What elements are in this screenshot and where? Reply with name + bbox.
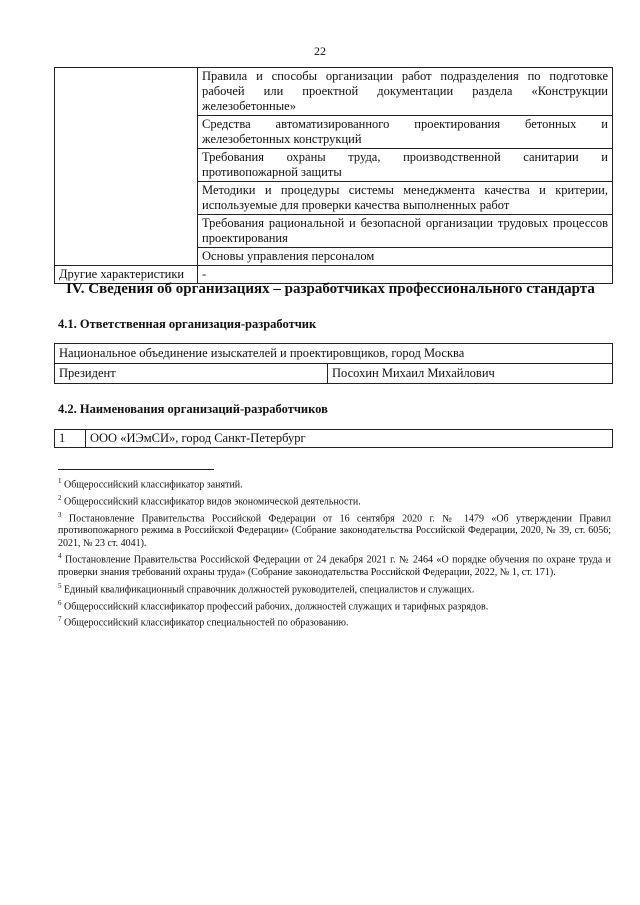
table-label-cell [55,68,198,266]
table-cell: Правила и способы организации работ подразделения по подготовке рабочей или проектной документации раздела «Конструкции железобетонные» [198,68,613,116]
footnote-text: Постановление Правительства Российской Федерации от 24 декабря 2021 г. № 2464 «О порядке обучения по охране труда и проверки знания требований охраны труда» (Собрание законодательства Российской Федерации, 2022, № 1, ст. 171). [58,554,611,579]
table-cell: Требования охраны труда, производственной санитарии и противопожарной защиты [198,149,613,182]
table-cell: Методики и процедуры системы менеджмента качества и критерии, используемые для проверки качества выполненных работ [198,182,613,215]
footnote-text: Единый квалификационный справочник должностей руководителей, специалистов и служащих. [64,584,475,596]
footnotes [58,475,611,630]
position-cell: Президент [55,364,328,384]
developers-table [54,429,613,448]
developers-heading: 4.2. Наименования организаций-разработчиков [58,402,328,416]
footnote-text: Общероссийский классификатор занятий. [64,479,243,491]
footnote-text: Общероссийский классификатор видов экономической деятельности. [64,496,361,508]
responsible-org-heading: 4.1. Ответственная организация-разработчик [58,317,317,331]
footnote-text: Общероссийский классификатор специальностей по образованию. [64,617,349,629]
table-row [55,68,613,116]
table-cell: Средства автоматизированного проектирования бетонных и железобетонных конструкций [198,116,613,149]
knowledge-table [54,67,613,284]
org-cell: ООО «ИЭмСИ», город Санкт-Петербург [86,430,613,448]
footnote-number: 5 [58,581,62,590]
footnote-number: 1 [58,477,62,485]
org-name-cell: Национальное объединение изыскателей и проектировщиков, город Москва [55,344,613,364]
footnote-number: 2 [58,493,62,502]
table-label-cell: Другие характеристики [55,266,198,284]
footnote [58,475,611,492]
table-cell: Требования рациональной и безопасной организации трудовых процессов проектирования [198,215,613,248]
footnote-number: 3 [58,510,62,519]
footnote [58,509,611,551]
table-row [55,344,613,364]
footnote [58,580,611,597]
row-number-cell: 1 [55,430,86,448]
footnote [58,550,611,579]
footnote-number: 7 [58,615,62,624]
table-cell: Основы управления персоналом [198,248,613,266]
section-title: IV. Сведения об организациях – разработчиках профессионального стандарта [66,281,595,297]
table-row [55,430,613,448]
footnote [58,492,611,509]
table-cell: - [198,266,613,284]
footnote-text: Постановление Правительства Российской Федерации от 16 сентября 2020 г. № 1479 «Об утверждении Правил противопожарного режима в Российской Федерации» (Собрание законодательства Российской Федерации, 2020, № 39, ст. 6056; 2021, № 23 ст. 4041). [58,512,611,549]
footnote [58,597,611,614]
responsible-org-table [54,343,613,384]
footnote-text: Общероссийский классификатор профессий рабочих, должностей служащих и тарифных разрядов. [64,600,489,612]
page-number: 22 [314,44,326,58]
footnote-divider [58,469,214,470]
table-row [55,364,613,384]
person-cell: Посохин Михаил Михайлович [328,364,613,384]
footnote-number: 4 [58,552,62,561]
footnote [58,613,611,630]
footnote-number: 6 [58,598,62,607]
